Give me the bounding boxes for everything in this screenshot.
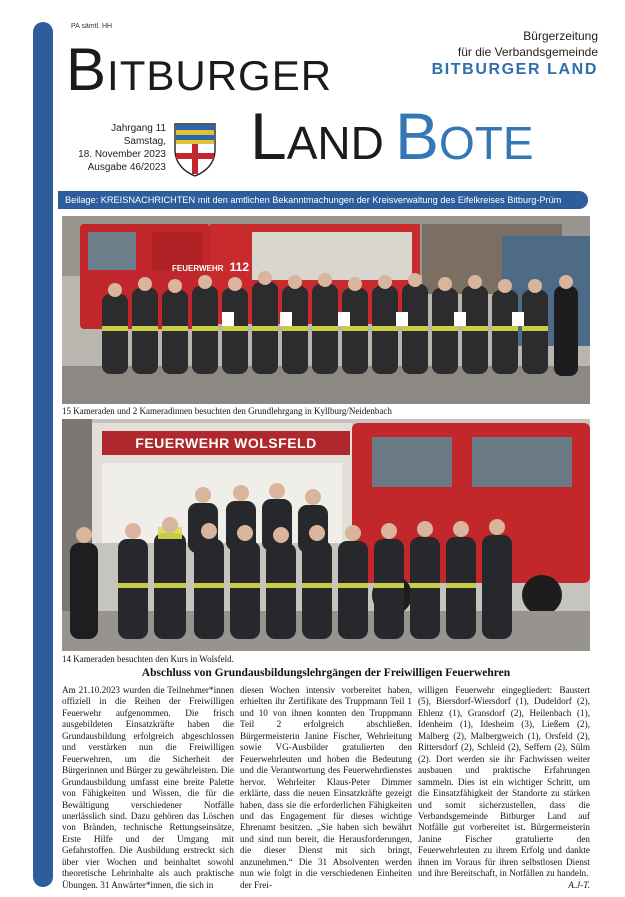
issue-date: 18. November 2023: [78, 149, 166, 160]
title-word-land: Land: [250, 99, 384, 173]
article-column-2: diesen Wochen intensiv vorbereitet haben, erhielten ihr Zertifikate des Truppmann Teil 1 und 10 von ihnen konnten den Truppmann Teil 2 erfolgreich abschließen. Bürgermeisterin Janine Fischer, Wehrleitung sowie VG-Ausbilder gratulierten den Feuerwehrleuten und hoben die Bedeutung und die Verantwortung des Feuerwehrdienstes hervor. Wehrleiter Klaus-Peter Dimmer erklärte, dass die neuen Einsatzkräfte gezeigt haben, dass sie die erforderlichen Fähigkeiten und das Engagement für dieses wichtige Ehrenamt besitzen. „Sie haben sich bewährt und sind nun bereit, die Herausforderungen, die dieser Dienst mit sich bringt, anzunehmen.“ Die 31 Absolventen werden nun wie folgt in die verschiedenen Einheiten der Frei-: [240, 685, 412, 890]
title-word-bote: Bote: [395, 99, 534, 173]
photo-2-graphic: [62, 419, 590, 651]
postal-note: PA sämtl. HH: [71, 23, 113, 30]
photo-wolsfeld-group: [62, 419, 590, 651]
article-column-3-text: willigen Feuerwehr eingegliedert: Baustert (5), Biersdorf-Wiersdorf (1), Dudeldorf (2), Ehlenz (1), Gransdorf (2), Heilenbach (1), Idenheim (1), Idesheim (3), Ließem (2), Malberg (2), Malbergweich (1), Orsfeld (2), Rittersdorf (2), Schleid (2), Seffern (2), Sülm (2). Dort werden sie ihr Fachwissen weiter ausbauen und praktische Erfahrungen sammeln. Dies ist ein wichtiger Schritt, um die Einsatzfähigkeit der Standorte zu stärken und somit sicherzustellen, dass die Verbandsgemeinde Bitburger Land auf Notfälle gut vorbereitet ist. Bürgermeisterin Janine Fischer gratulierte den Feuerwehrleuten zu ihrem Erfolg und dankte ihnen im Voraus für ihren selbstlosen Dienst und ihre Bereitschaft, in Notfällen zu handeln.: [418, 685, 590, 879]
title-land: [250, 99, 384, 173]
subtitle-line2: für die Verbandsgemeinde: [457, 45, 598, 59]
title-bote: [395, 99, 534, 173]
photo-1-caption: 15 Kameraden und 2 Kameradinnen besuchten den Grundlehrgang in Kyllburg/Neidenbach: [62, 406, 392, 416]
station-sign: FEUERWEHR WOLSFELD: [135, 435, 317, 451]
jahrgang: Jahrgang 11: [111, 123, 166, 134]
subtitle-line1: Bürgerzeitung: [523, 29, 598, 43]
article-column-1: Am 21.10.2023 wurden die Teilnehmer*innen offiziell in die Reihen der Freiwilligen Feuerwehr aufgenommen. Die frisch ausgebildeten Einsatzkräfte haben die Grundausbildung erfolgreich abgeschlossen und verstärken nun die Freiwilligen Feuerwehren, um die Sicherheit der Bürgerinnen und Bürger zu gewährleisten. Die Grundausbildung umfasst eine breite Palette von Fähigkeiten und Wissen, die für die Bewältigung verschiedener Notfälle unerlässlich sind. Dazu gehören das Löschen von Bränden, technische Rettungseinsätze, Erste Hilfe und der Umgang mit Gefahrstoffen. Die Ausbildung erstreckt sich über vier Wochen und beinhaltet sowohl theoretische Lehrinhalte als auch praktische Übungen. 31 Anwärter*innen, die sich in: [62, 685, 234, 890]
article-headline: Abschluss von Grundausbildungslehrgängen der Freiwilligen Feuerwehren: [141, 667, 511, 679]
photo-kyllburg-group: [62, 216, 590, 404]
ausgabe: Ausgabe 46/2023: [87, 162, 166, 173]
article-column-3: [418, 685, 590, 891]
subtitle: [458, 28, 598, 60]
edition-info: [72, 122, 166, 174]
truck-number: 112: [229, 260, 250, 274]
blue-spine-bar: [33, 22, 53, 887]
title-word-bitburger: Bitburger: [66, 36, 333, 103]
title-bitburger: [66, 36, 333, 103]
truck-text: FEUERWEHR: [172, 264, 224, 273]
photo-2-caption: 14 Kameraden besuchten den Kurs in Wolsfeld.: [62, 654, 234, 664]
truck-lettering: [172, 260, 249, 274]
subtitle-region: BITBURGER LAND: [431, 61, 598, 78]
weekday: Samstag,: [123, 136, 166, 147]
photo-1-graphic: [62, 216, 590, 404]
supplement-banner: Beilage: KREISNACHRICHTEN mit den amtlichen Bekanntmachungen der Kreisverwaltung des Eifelkreises Bitburg-Prüm: [58, 191, 588, 209]
coat-of-arms-icon: [171, 120, 219, 178]
article-signature: A.J-T.: [568, 879, 590, 890]
